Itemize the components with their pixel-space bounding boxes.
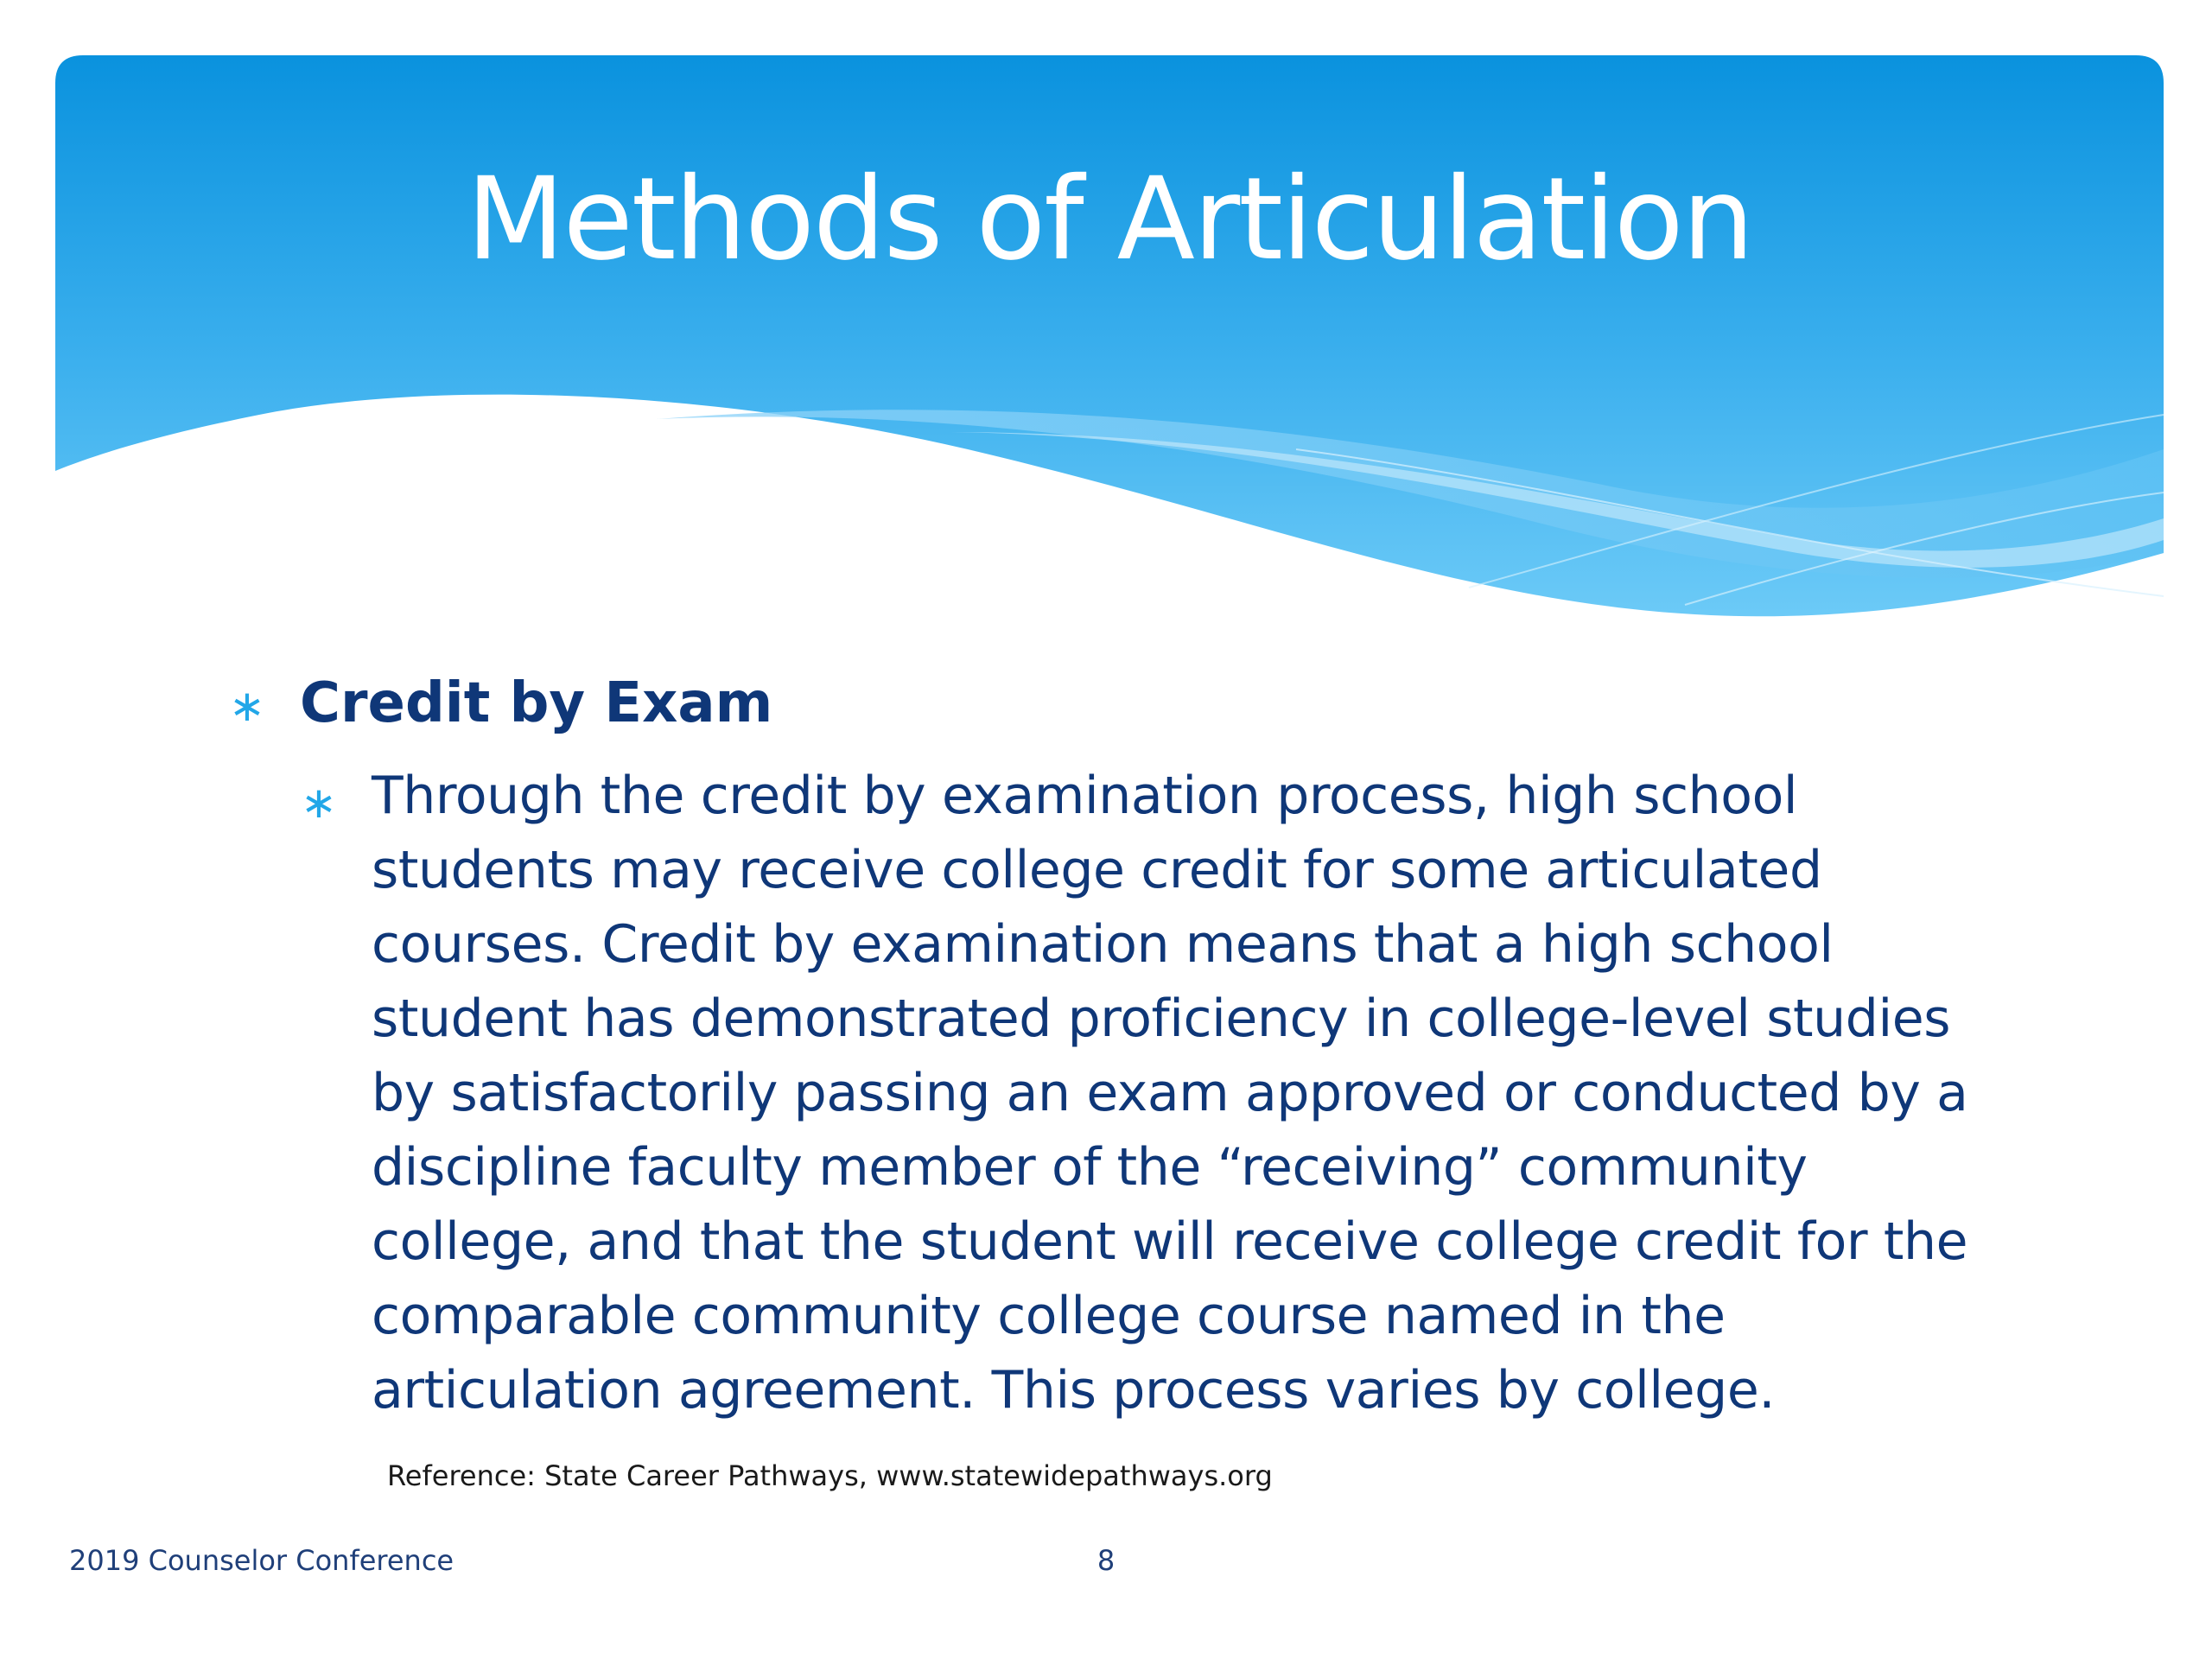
bullet-list	[229, 665, 2026, 1427]
bullet-item-level-2	[301, 759, 2026, 1427]
bullet-item-level-1	[229, 665, 2026, 741]
footer-page-number: 8	[1096, 1544, 1116, 1577]
bullet-body-text: Through the credit by examination process, high school students may receive college credit for some articulated courses. Credit by examination means that a high school student has demonstrated proficiency in college-level studies by satisfactorily passing an exam approved or conducted by a discipline faculty member of the “receiving” community college, and that the student will receive college credit for the comparable community college course named in the articulation agreement. This process varies by college.	[372, 766, 1968, 1421]
header-banner	[0, 0, 2212, 657]
wave-banner-graphic	[0, 0, 2212, 657]
slide-title: Methods of Articulation	[466, 153, 1753, 286]
reference-note: Reference: State Career Pathways, www.statewidepathways.org	[387, 1459, 1273, 1492]
bullet-heading: Credit by Exam	[300, 671, 773, 735]
footer-conference-name: 2019 Counselor Conference	[69, 1544, 454, 1577]
asterisk-bullet-icon: ∗	[229, 681, 265, 731]
asterisk-bullet-icon: ∗	[301, 778, 337, 828]
